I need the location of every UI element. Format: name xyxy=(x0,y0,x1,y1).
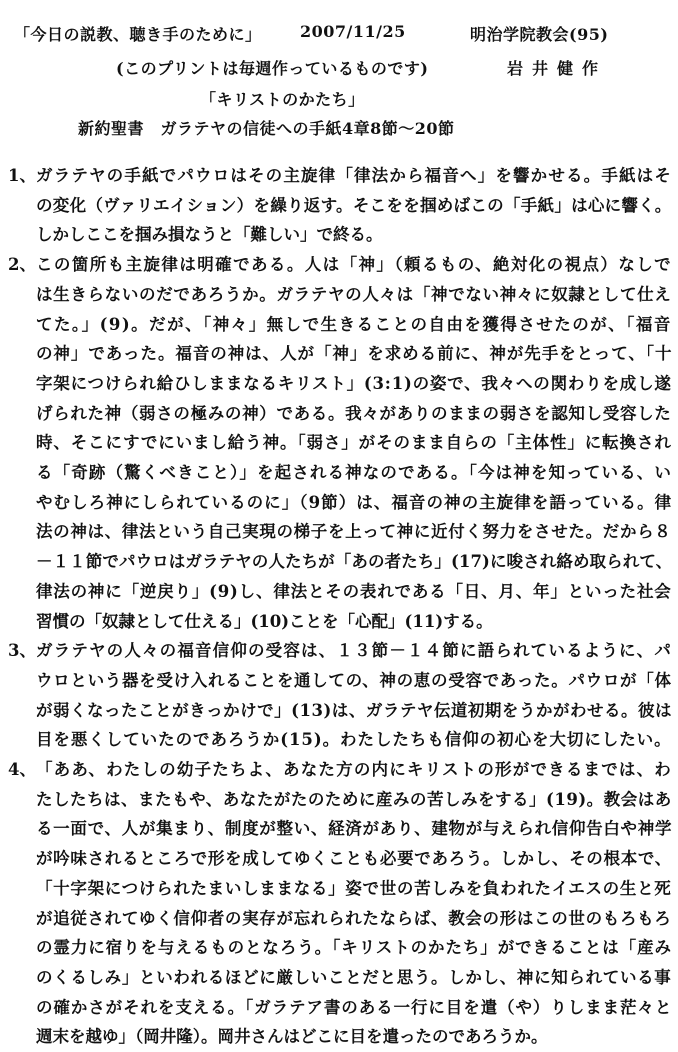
text-line: しかしここを掴み損なうと「難しい」で終る。 xyxy=(35,225,383,245)
text-line: は生きらないのだであろうか。ガラテヤの人々は「神でない神々に奴隷として仕え xyxy=(35,284,672,304)
point-number: 3、 xyxy=(8,641,36,661)
text-line: ガラテヤの人々の福音信仰の受容は、１３節－１４節に語られているように、パ xyxy=(35,641,672,661)
text-line: 時、そこにすでにいまし給う神。「弱さ」がそのまま自らの「主体性」に転換され xyxy=(35,433,672,453)
text-line: 字架につけられ給ひしままなるキリスト」(3:1)の姿で、我々への関わりを成し遂 xyxy=(35,373,672,393)
text-line: る「奇跡（驚くべきこと）」を起される神なのである。「今は神を知っている、い xyxy=(35,463,672,483)
text-line: 習慣の「奴隷として仕える」(10)ことを「心配」(11)する。 xyxy=(35,611,493,631)
text-line: たしたちは、またもや、あなたがたのために産みの苦しみをする」(19)。教会はあ xyxy=(35,789,672,809)
text-line: ウロという器を受け入れることを通しての、神の恵の受容であった。パウロが「体 xyxy=(35,670,672,690)
text-line: の変化（ヴァリエイション）を繰り返す。そこをを掴めばこの「手紙」は心に響く。 xyxy=(35,195,672,215)
text-line: の確かさがそれを支える。「ガラテア書のある一行に目を遣（や）りしまま茫々と xyxy=(35,997,673,1017)
scripture-reference: 新約聖書 ガラテヤの信徒への手紙4章8節～20節 xyxy=(78,119,455,138)
text-line: のくるしみ」といわれるほどに厳しいことだと思う。しかし、神に知られている事 xyxy=(35,967,672,987)
church-name: 明治学院教会(95) xyxy=(470,25,609,44)
handout-title: 「今日の説教、聴き手のために」 xyxy=(14,25,262,44)
text-line: 目を悪くしていたのであろうか(15)。わたしたちも信仰の初心を大切にしたい。 xyxy=(35,730,672,750)
text-line: 法の神は、律法という自己実現の梯子を上って神に近付く努力をさせた。だから８ xyxy=(35,522,672,542)
text-line: －１１節でパウロはガラテヤの人たちが「あの者たち」(17)に唆され絡め取られて、 xyxy=(35,552,673,572)
author-name: 岩井健作 xyxy=(507,59,608,78)
sermon-point xyxy=(8,755,672,1052)
text-line: 週末を越ゆ」（岡井隆）。岡井さんはどこに目を遣ったのであろうか。 xyxy=(35,1027,548,1047)
text-line: が追従されてゆく信仰者の実存が忘れられたならば、教会の形はこの世のもろもろ xyxy=(35,908,672,928)
text-line: が弱くなったことがきっかけで」(13)は、ガラテヤ伝道初期をうかがわせる。彼は xyxy=(35,700,673,720)
point-text xyxy=(36,250,672,636)
sermon-point xyxy=(8,250,672,636)
text-line: 「ああ、わたしの幼子たちよ、あなた方の内にキリストの形ができるまでは、わ xyxy=(35,760,672,780)
text-line: やむしろ神にしられているのに」（9節）は、福音の神の主旋律を語っている。律 xyxy=(35,492,673,512)
text-line: ガラテヤの手紙でパウロはその主旋律「律法から福音へ」を響かせる。手紙はそ xyxy=(35,166,672,185)
point-number: 4、 xyxy=(8,760,36,780)
text-line: この箇所も主旋律は明確である。人は「神」（頼るもの、絶対化の視点）なしで xyxy=(35,255,673,275)
text-line: げられた神（弱さの極みの神）である。我々がありのままの弱さを認知し受容した xyxy=(35,403,672,423)
sermon-date: 2007/11/25 xyxy=(300,22,406,41)
text-line: 律法の神に「逆戻り」(9)し、律法とその表れである「日、月、年」といった社会 xyxy=(35,581,672,601)
text-line: の霊力に宿りを与えるものとなろう。「キリストのかたち」ができることは「産み xyxy=(35,938,672,958)
sermon-title: 「キリストのかたち」 xyxy=(200,90,365,109)
text-line: が吟味されるところで形を成してゆくことも必要であろう。しかし、その根本で、 xyxy=(35,849,672,869)
text-line: る一面で、人が集まり、制度が整い、経済があり、建物が与えられ信仰告白や神学 xyxy=(35,819,673,839)
point-text xyxy=(36,636,672,755)
point-text xyxy=(36,161,672,250)
text-line: の神」であった。福音の神は、人が「神」を求める前に、神が先手をとって、「十 xyxy=(35,344,673,364)
handout-note: (このプリントは毎週作っているものです) xyxy=(116,59,429,78)
text-line: てた。」(9)。だが、「神々」無しで生きることの自由を獲得させたのが、「福音 xyxy=(35,314,672,334)
sermon-notes xyxy=(8,161,672,1052)
text-line: 「十字架につけられたまいしままなる」姿で世の苦しみを負われたイエスの生と死 xyxy=(35,878,672,898)
sermon-point xyxy=(8,161,672,250)
point-text xyxy=(36,755,672,1052)
sermon-point xyxy=(8,636,672,755)
point-number: 1、 xyxy=(8,166,36,185)
point-number: 2、 xyxy=(8,255,36,275)
